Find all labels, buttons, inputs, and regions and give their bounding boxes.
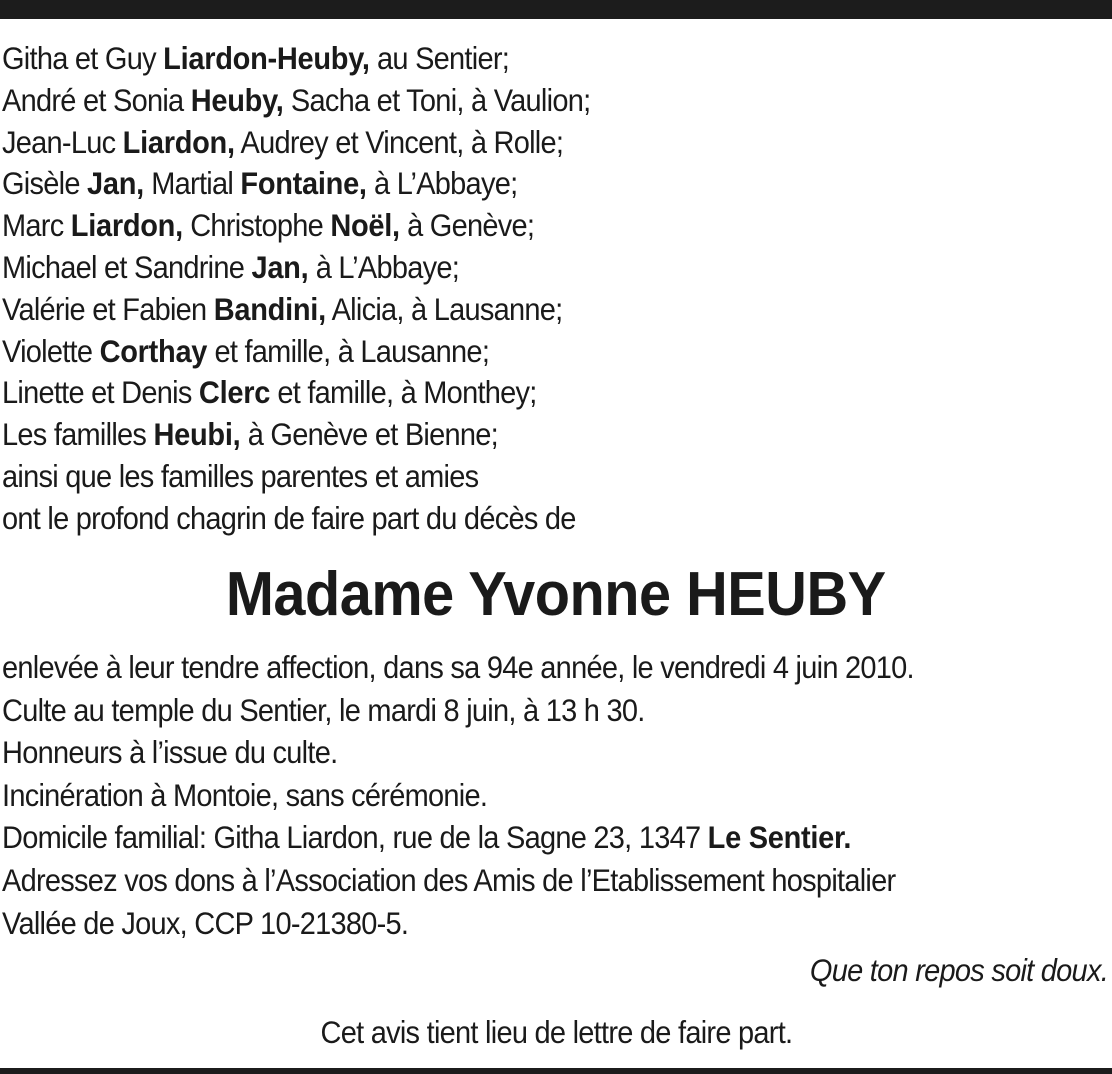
family-line: Gisèle Jan, Martial Fontaine, à L’Abbaye; bbox=[2, 165, 518, 202]
family-line: Valérie et Fabien Bandini, Alicia, à Lausanne; bbox=[2, 290, 563, 327]
family-line: Michael et Sandrine Jan, à L’Abbaye; bbox=[2, 248, 460, 285]
family-list bbox=[2, 38, 590, 540]
family-line: Githa et Guy Liardon-Heuby, au Sentier; bbox=[2, 40, 510, 76]
deceased-name: Madame Yvonne HEUBY bbox=[226, 560, 886, 629]
family-line: Les familles Heubi, à Genève et Bienne; bbox=[2, 416, 498, 453]
top-rule bbox=[0, 0, 1112, 19]
donation-line: Vallée de Joux, CCP 10-21380-5. bbox=[2, 904, 409, 941]
family-line: Linette et Denis Clerc et famille, à Monthey; bbox=[2, 374, 537, 411]
detail-line: Incinération à Montoie, sans cérémonie. bbox=[2, 776, 488, 813]
intro-line: ont le profond chagrin de faire part du décès de bbox=[2, 499, 576, 536]
family-line: Violette Corthay et famille, à Lausanne; bbox=[2, 332, 490, 369]
detail-line: Honneurs à l’issue du culte. bbox=[2, 734, 338, 771]
details-block bbox=[2, 646, 914, 944]
family-line: Jean-Luc Liardon, Audrey et Vincent, à Rolle; bbox=[2, 123, 564, 160]
motto: Que ton repos soit doux. bbox=[809, 952, 1108, 988]
intro-line: ainsi que les familles parentes et amies bbox=[2, 457, 479, 494]
donation-line: Adressez vos dons à l’Association des Amis de l’Etablissement hospitalier bbox=[2, 861, 896, 898]
notice-text: Cet avis tient lieu de lettre de faire part. bbox=[320, 1014, 792, 1050]
family-line: Marc Liardon, Christophe Noël, à Genève; bbox=[2, 207, 535, 244]
bottom-rule bbox=[0, 1068, 1112, 1074]
detail-line: enlevée à leur tendre affection, dans sa 94e année, le vendredi 4 juin 2010. bbox=[2, 649, 914, 685]
family-line: André et Sonia Heuby, Sacha et Toni, à Vaulion; bbox=[2, 81, 591, 118]
detail-line: Culte au temple du Sentier, le mardi 8 juin, à 13 h 30. bbox=[2, 691, 645, 728]
domicile-line: Domicile familial: Githa Liardon, rue de la Sagne 23, 1347 Le Sentier. bbox=[2, 819, 852, 856]
